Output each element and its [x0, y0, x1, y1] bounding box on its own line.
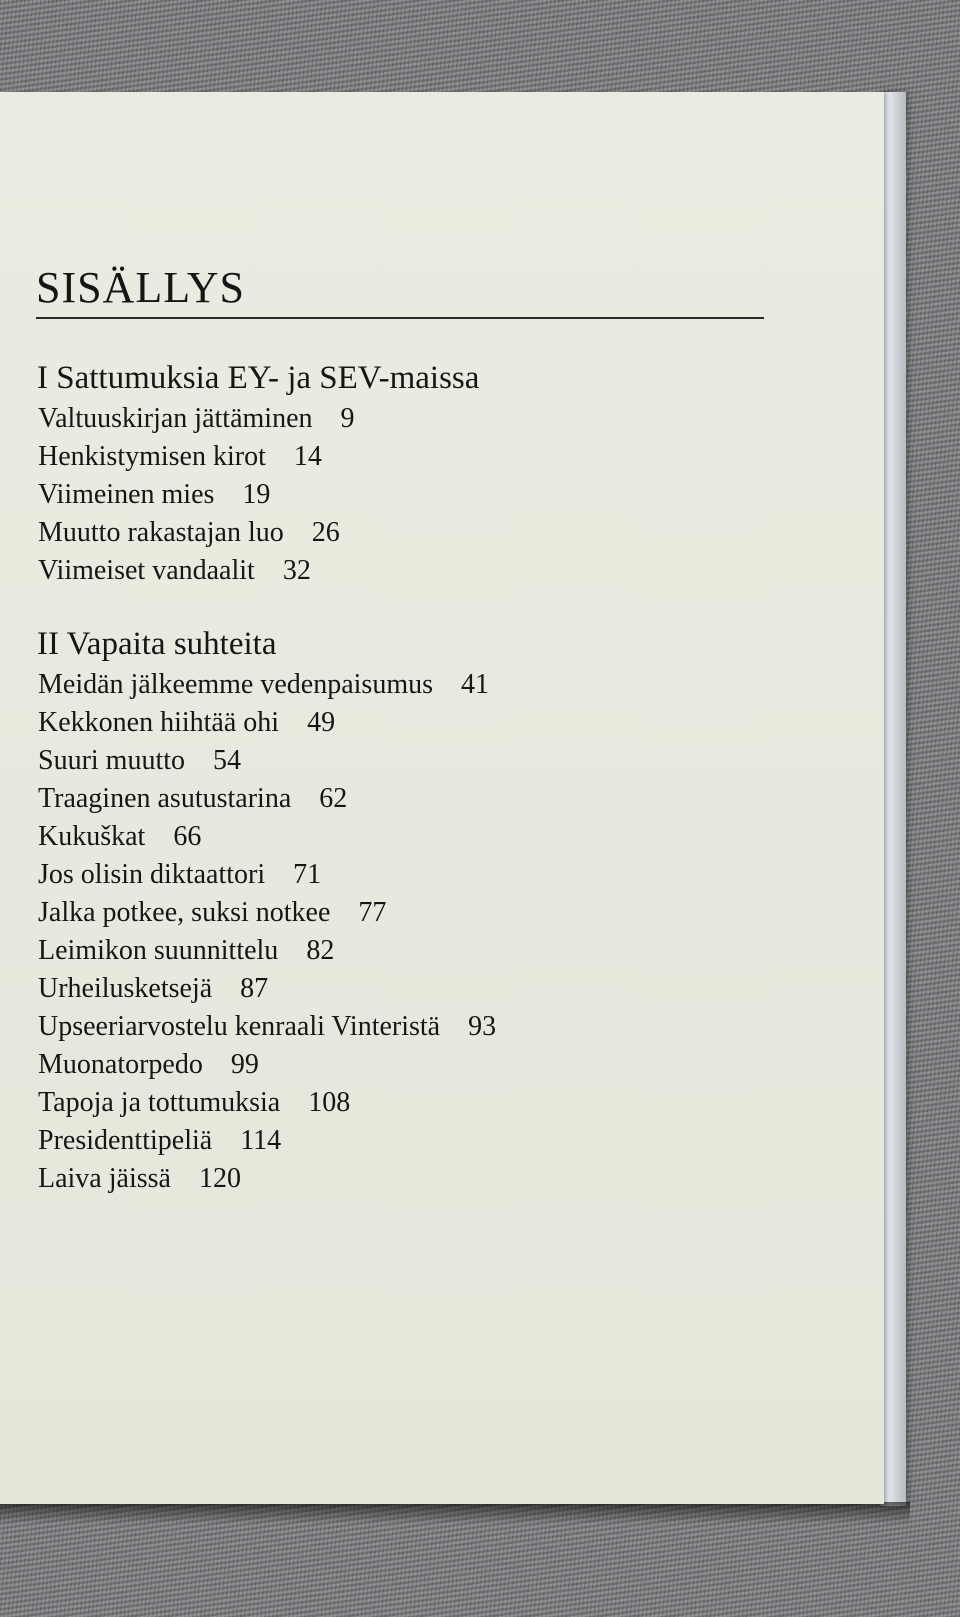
entry-page-number: 66 — [173, 821, 202, 852]
entry-page-number: 26 — [311, 517, 340, 548]
entry-title: Muonatorpedo — [38, 1049, 203, 1080]
entry-title: Suuri muutto — [38, 745, 186, 776]
entry-page-number: 49 — [307, 707, 336, 738]
toc-entry — [38, 780, 496, 818]
toc-entry — [38, 1122, 496, 1160]
toc-entry — [38, 818, 496, 856]
entry-title: Muutto rakastajan luo — [38, 517, 284, 548]
toc-entry — [38, 970, 496, 1008]
entry-page-number: 114 — [240, 1125, 282, 1156]
entry-title: Presidenttipeliä — [38, 1125, 213, 1156]
entry-title: Jos olisin diktaattori — [38, 859, 266, 890]
entry-page-number: 62 — [319, 783, 348, 814]
entry-title: Kekkonen hiihtää ohi — [38, 707, 280, 738]
entry-page-number: 14 — [293, 441, 322, 472]
entry-title: Kukuškat — [38, 821, 146, 852]
entry-page-number: 77 — [358, 897, 387, 928]
entry-title: Meidän jälkeemme vedenpaisumus — [38, 669, 433, 700]
entry-page-number: 41 — [461, 669, 489, 700]
section-1-entries — [38, 400, 355, 590]
toc-entry — [38, 400, 355, 438]
section-heading-2: II Vapaita suhteita — [37, 626, 277, 662]
toc-entry — [38, 514, 355, 552]
entry-page-number: 71 — [293, 859, 322, 890]
toc-entry — [38, 742, 496, 780]
entry-page-number: 87 — [240, 973, 269, 1004]
toc-title: SISÄLLYS — [36, 263, 245, 312]
book-page — [0, 92, 884, 1504]
toc-entry — [38, 1008, 496, 1046]
entry-page-number: 99 — [230, 1049, 259, 1080]
entry-title: Tapoja ja tottumuksia — [38, 1087, 281, 1118]
section-heading-1: I Sattumuksia EY- ja SEV-maissa — [37, 360, 480, 396]
toc-entry — [38, 1160, 496, 1198]
entry-page-number: 108 — [308, 1087, 351, 1118]
entry-page-number: 93 — [468, 1011, 497, 1042]
section-2-entries — [38, 666, 496, 1198]
toc-entry — [38, 666, 496, 704]
entry-title: Henkistymisen kirot — [38, 441, 266, 472]
entry-title: Upseeriarvostelu kenraali Vinteristä — [38, 1011, 441, 1042]
entry-title: Laiva jäissä — [38, 1163, 171, 1194]
entry-title: Valtuuskirjan jättäminen — [38, 403, 313, 434]
toc-entry — [38, 438, 355, 476]
entry-page-number: 120 — [198, 1163, 241, 1194]
entry-page-number: 82 — [306, 935, 335, 966]
entry-page-number: 32 — [282, 555, 311, 586]
page-shadow — [0, 1502, 910, 1524]
toc-entry — [38, 704, 496, 742]
toc-entry — [38, 1046, 496, 1084]
toc-entry — [38, 894, 496, 932]
toc-entry — [38, 476, 355, 514]
entry-page-number: 9 — [340, 403, 355, 434]
entry-title: Viimeiset vandaalit — [38, 555, 255, 586]
entry-title: Traaginen asutustarina — [38, 783, 292, 814]
entry-page-number: 54 — [213, 745, 242, 776]
entry-title: Jalka potkee, suksi notkee — [38, 897, 331, 928]
toc-entry — [38, 856, 496, 894]
toc-entry — [38, 1084, 496, 1122]
title-rule — [36, 317, 764, 319]
entry-title: Viimeinen mies — [38, 479, 215, 510]
entry-title: Urheilusketsejä — [38, 973, 213, 1004]
entry-page-number: 19 — [242, 479, 271, 510]
toc-entry — [38, 552, 355, 590]
entry-title: Leimikon suunnittelu — [38, 935, 279, 966]
toc-entry — [38, 932, 496, 970]
